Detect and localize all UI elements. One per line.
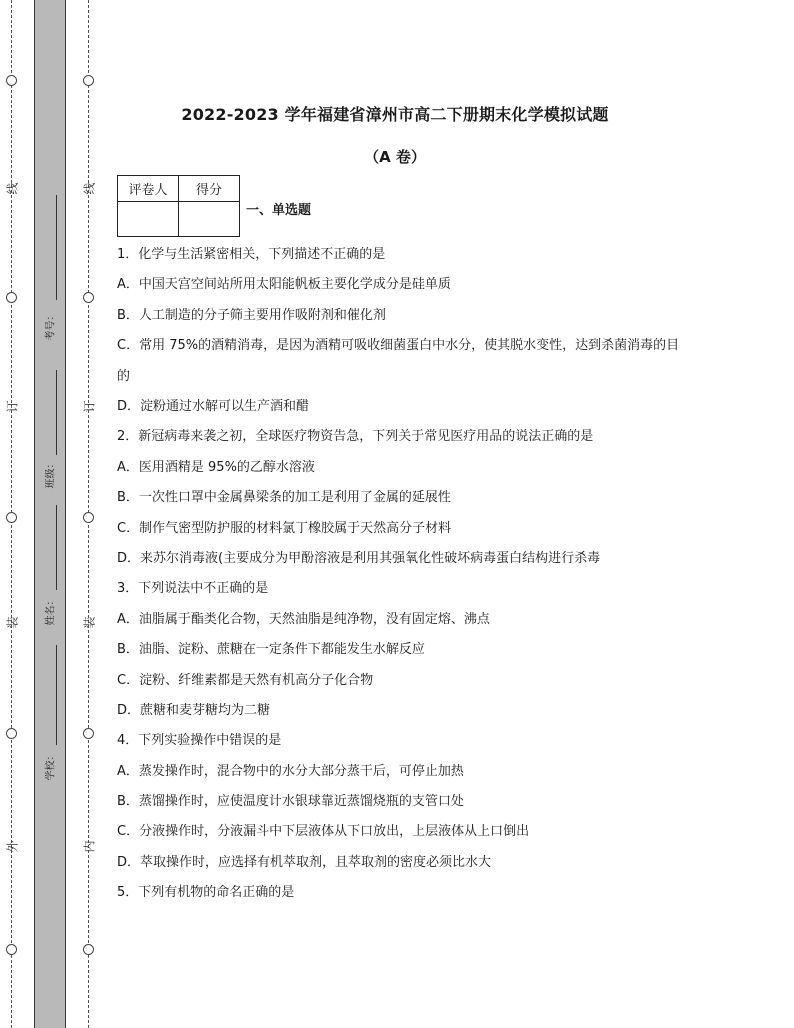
binding-hole	[6, 75, 17, 86]
margin-char-outer: 外	[5, 840, 20, 853]
question-option: D．淀粉通过水解可以生产酒和醋	[117, 398, 310, 414]
question-option: D．蔗糖和麦芽糖均为二糖	[117, 702, 271, 718]
score-table-grader-header: 评卷人	[118, 176, 179, 202]
name-input[interactable]	[56, 505, 57, 590]
binding-hole	[6, 512, 17, 523]
question-option: D．来苏尔消毒液(主要成分为甲酚溶液是利用其强氧化性破坏病毒蛋白结构进行杀毒	[117, 550, 601, 566]
exam-number-input[interactable]	[56, 195, 57, 300]
question-option: C．制作气密型防护服的材料氯丁橡胶属于天然高分子材料	[117, 520, 452, 536]
score-table	[117, 175, 240, 237]
binding-hole	[83, 944, 94, 955]
question-stem: 4．下列实验操作中错误的是	[117, 733, 282, 749]
field-label-name: 姓名：	[45, 595, 57, 626]
binding-hole	[83, 292, 94, 303]
question-stem: 2．新冠病毒来袭之初，全球医疗物资告急，下列关于常见医疗用品的说法正确的是	[117, 429, 594, 445]
binding-hole	[6, 292, 17, 303]
field-label-class: 班级：	[45, 458, 57, 489]
question-option: B．人工制造的分子筛主要用作吸附剂和催化剂	[117, 307, 386, 323]
binding-hole	[83, 75, 94, 86]
score-table-score-cell[interactable]	[179, 202, 240, 237]
margin-char-inner: 线	[82, 182, 97, 195]
question-option: A．油脂属于酯类化合物，天然油脂是纯净物，没有固定熔、沸点	[117, 611, 490, 627]
question-list	[117, 240, 687, 909]
binding-hole	[83, 728, 94, 739]
question-stem: 3．下列说法中不正确的是	[117, 581, 269, 597]
field-label-exam-number: 考号：	[45, 310, 57, 341]
margin-char-outer: 订	[5, 400, 20, 413]
question-option: D．萃取操作时，应选择有机萃取剂，且萃取剂的密度必须比水大	[117, 854, 492, 870]
score-table-score-header: 得分	[179, 176, 240, 202]
question-option: B．蒸馏操作时，应使温度计水银球靠近蒸馏烧瓶的支管口处	[117, 794, 464, 810]
field-label-school: 学校：	[45, 750, 57, 781]
question-option: B．一次性口罩中金属鼻梁条的加工是利用了金属的延展性	[117, 490, 451, 506]
page-subtitle: （A 卷）	[364, 148, 426, 166]
question-option: A．医用酒精是 95%的乙醇水溶液	[117, 459, 315, 475]
binding-band	[34, 0, 66, 1028]
score-table-grader-cell[interactable]	[118, 202, 179, 237]
question-option: B．油脂、淀粉、蔗糖在一定条件下都能发生水解反应	[117, 642, 425, 658]
binding-hole	[6, 944, 17, 955]
class-input[interactable]	[56, 370, 57, 455]
binding-hole	[6, 728, 17, 739]
school-input[interactable]	[56, 645, 57, 745]
question-option: C．淀粉、纤维素都是天然有机高分子化合物	[117, 672, 374, 688]
binding-hole	[83, 512, 94, 523]
margin-char-inner: 装	[82, 616, 97, 629]
margin-char-outer: 线	[5, 182, 20, 195]
margin-char-inner: 内	[82, 840, 97, 853]
question-stem: 5．下列有机物的命名正确的是	[117, 885, 295, 901]
section-title: 一、单选题	[246, 203, 312, 218]
margin-char-outer: 装	[5, 616, 20, 629]
question-stem: 1．化学与生活紧密相关，下列描述不正确的是	[117, 247, 386, 262]
page-title: 2022-2023 学年福建省漳州市高二下册期末化学模拟试题	[181, 105, 609, 124]
question-option: A．中国天宫空间站所用太阳能帆板主要化学成分是硅单质	[117, 277, 451, 293]
question-option: A．蒸发操作时，混合物中的水分大部分蒸干后，可停止加热	[117, 763, 464, 779]
question-option: C．常用 75%的酒精消毒，是因为酒精可吸收细菌蛋白中水分，使其脱水变性，达到杀菌消毒的目的	[117, 338, 680, 384]
margin-char-inner: 订	[82, 400, 97, 413]
question-option: C．分液操作时，分液漏斗中下层液体从下口放出，上层液体从上口倒出	[117, 824, 530, 840]
